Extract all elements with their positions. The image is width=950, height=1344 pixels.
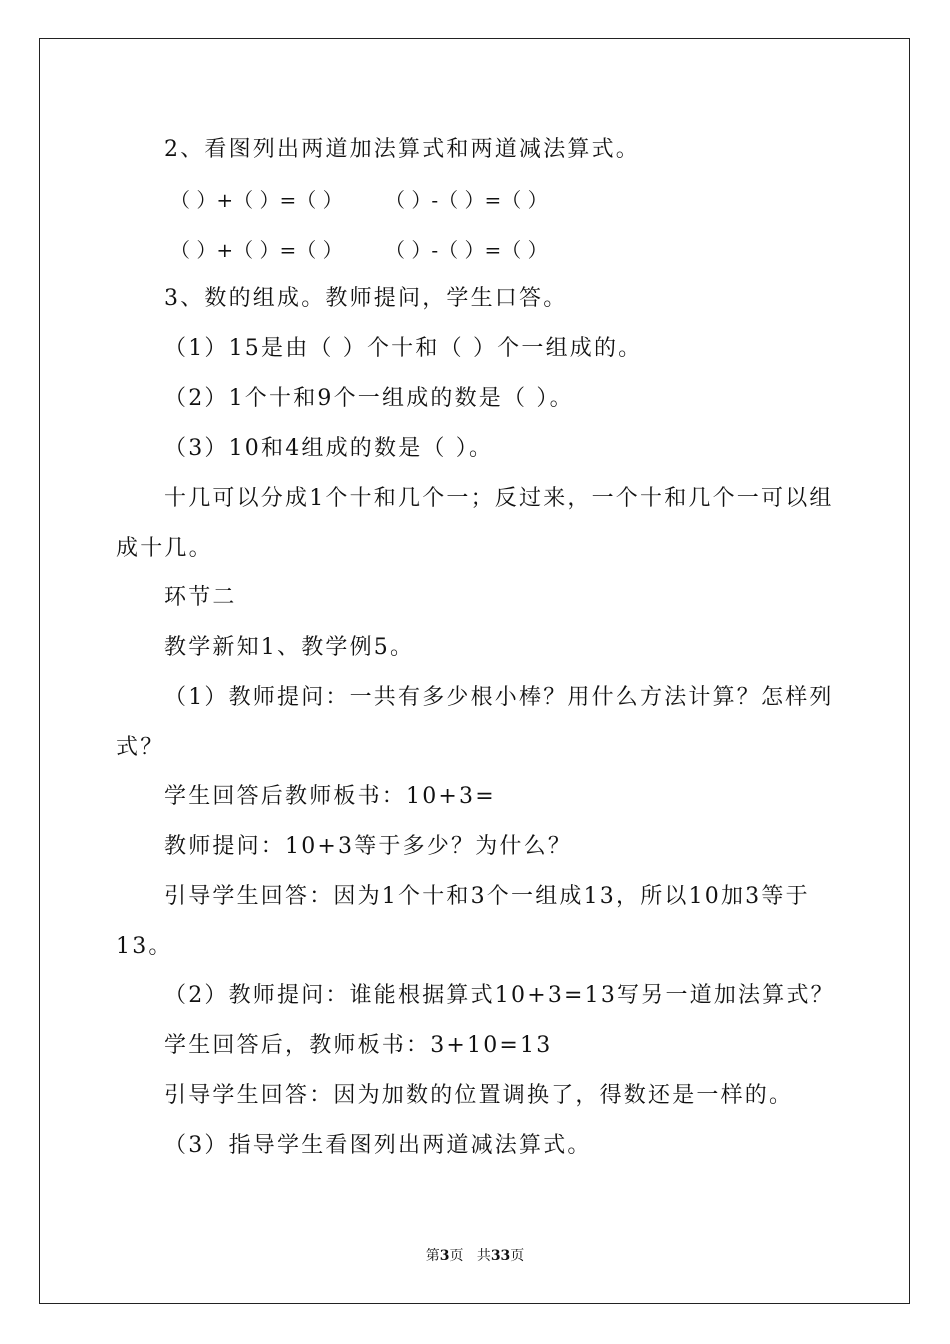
step-3: （3）指导学生看图列出两道减法算式。 [164,1133,592,1158]
question-3-item-3: （3）10和4组成的数是（ ）。 [164,436,494,461]
question-3-heading: 3、数的组成。教师提问，学生口答。 [164,286,568,311]
board-writing-2: 学生回答后，教师板书：3+10=13 [164,1033,553,1058]
addition-formula: （ ）+（ ）=（ ） [170,188,343,212]
footer-page-number: 3 [439,1248,450,1264]
question-2-heading: 2、看图列出两道加法算式和两道减法算式。 [164,137,640,162]
guided-answer-2: 引导学生回答：因为加数的位置调换了，得数还是一样的。 [164,1083,794,1108]
summary-paragraph-line-2: 成十几。 [116,536,213,561]
footer-page-prefix: 第 [425,1248,440,1264]
question-3-item-2: （2）1个十和9个一组成的数是（ ）。 [164,386,574,411]
addition-formula: （ ）+（ ）=（ ） [170,238,343,262]
step-2: （2）教师提问：谁能根据算式10+3=13写另一道加法算式？ [164,983,835,1008]
summary-paragraph-line-1: 十几可以分成1个十和几个一；反过来，一个十和几个一可以组 [164,486,834,511]
step-1-line-2: 式？ [116,735,165,760]
teacher-question: 教师提问：10+3等于多少？为什么？ [164,834,573,859]
section-heading: 环节二 [164,585,237,610]
board-writing-1: 学生回答后教师板书：10+3= [164,784,496,809]
page-footer [0,1246,950,1266]
guided-answer-line-2: 13。 [116,934,173,959]
subtraction-formula: （ ）-（ ）=（ ） [385,238,548,262]
footer-total-suffix: 页 [510,1248,525,1264]
subtraction-formula: （ ）-（ ）=（ ） [385,188,548,212]
footer-page-suffix: 页 [449,1248,464,1264]
page-border [39,38,910,1304]
footer-total-prefix: 共 [476,1248,491,1264]
footer-total-number: 33 [490,1248,511,1264]
teaching-new-knowledge: 教学新知1、教学例5。 [164,635,415,660]
question-3-item-1: （1）15是由（ ）个十和（ ）个一组成的。 [164,336,643,361]
guided-answer-line-1: 引导学生回答：因为1个十和3个一组成13，所以10加3等于 [164,884,810,909]
step-1-line-1: （1）教师提问：一共有多少根小棒？用什么方法计算？怎样列 [164,685,834,710]
